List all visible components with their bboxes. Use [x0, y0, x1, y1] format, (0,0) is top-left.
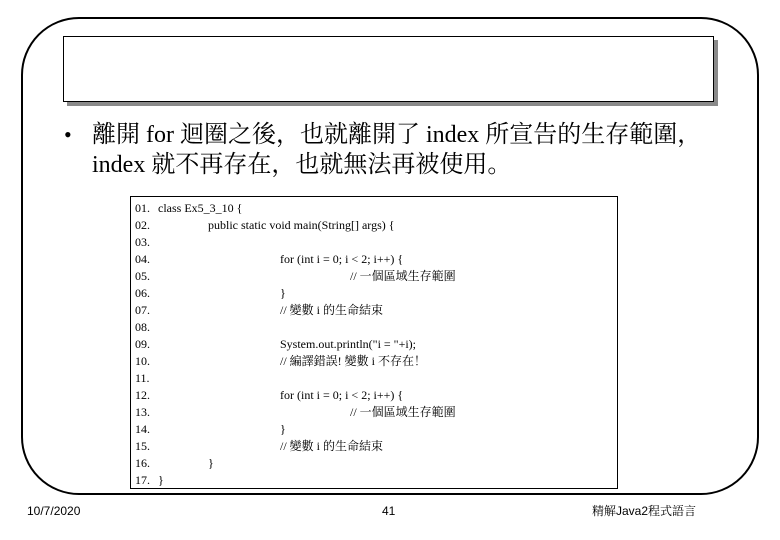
bullet-text: 離開 for 迴圈之後，也就離開了 index 所宣告的生存範圍，index 就不再存在，也就無法再被使用。 [92, 122, 702, 178]
code-text: // 一個區域生存範圍 [350, 405, 456, 419]
line-number: 02. [135, 218, 150, 232]
code-line [131, 404, 611, 421]
line-number: 09. [135, 337, 150, 351]
footer-book-title: 精解Java2程式語言 [592, 504, 697, 518]
code-line [131, 336, 611, 353]
code-line [131, 353, 611, 370]
code-text: // 變數 i 的生命結束 [280, 439, 384, 453]
code-text: public static void main(String[] args) { [208, 218, 395, 232]
code-line [131, 268, 611, 285]
code-text: System.out.println("i = "+i); [280, 337, 416, 351]
code-line [131, 472, 611, 489]
line-number: 17. [135, 473, 150, 487]
code-line [131, 302, 611, 319]
code-line [131, 217, 611, 234]
code-text: class Ex5_3_10 { [158, 201, 243, 215]
code-text: for (int i = 0; i < 2; i++) { [280, 252, 404, 266]
code-line [131, 455, 611, 472]
line-number: 15. [135, 439, 150, 453]
line-number: 06. [135, 286, 150, 300]
code-text: } [208, 456, 214, 470]
code-text: for (int i = 0; i < 2; i++) { [280, 388, 404, 402]
line-number: 07. [135, 303, 150, 317]
code-line [131, 234, 611, 251]
line-number: 12. [135, 388, 150, 402]
code-text: // 變數 i 的生命結束 [280, 303, 384, 317]
bullet-dot-icon: • [64, 122, 72, 147]
code-text: } [280, 286, 286, 300]
line-number: 05. [135, 269, 150, 283]
code-line [131, 319, 611, 336]
line-number: 03. [135, 235, 150, 249]
code-listing [130, 196, 618, 489]
footer-page-number: 41 [382, 504, 396, 518]
line-number: 16. [135, 456, 150, 470]
footer-date: 10/7/2020 [27, 504, 81, 518]
line-number: 01. [135, 201, 150, 215]
title-placeholder [63, 36, 714, 102]
code-line [131, 421, 611, 438]
line-number: 13. [135, 405, 150, 419]
code-text: // 一個區域生存範圍 [350, 269, 456, 283]
code-text: } [280, 422, 286, 436]
line-number: 14. [135, 422, 150, 436]
line-number: 11. [135, 371, 150, 385]
code-line [131, 387, 611, 404]
code-text: // 編譯錯誤! 變數 i 不存在！ [280, 354, 426, 368]
code-line [131, 200, 611, 217]
code-line [131, 438, 611, 455]
code-line [131, 285, 611, 302]
line-number: 08. [135, 320, 150, 334]
code-text: } [158, 473, 164, 487]
code-line [131, 251, 611, 268]
code-line [131, 370, 611, 387]
line-number: 10. [135, 354, 150, 368]
line-number: 04. [135, 252, 150, 266]
